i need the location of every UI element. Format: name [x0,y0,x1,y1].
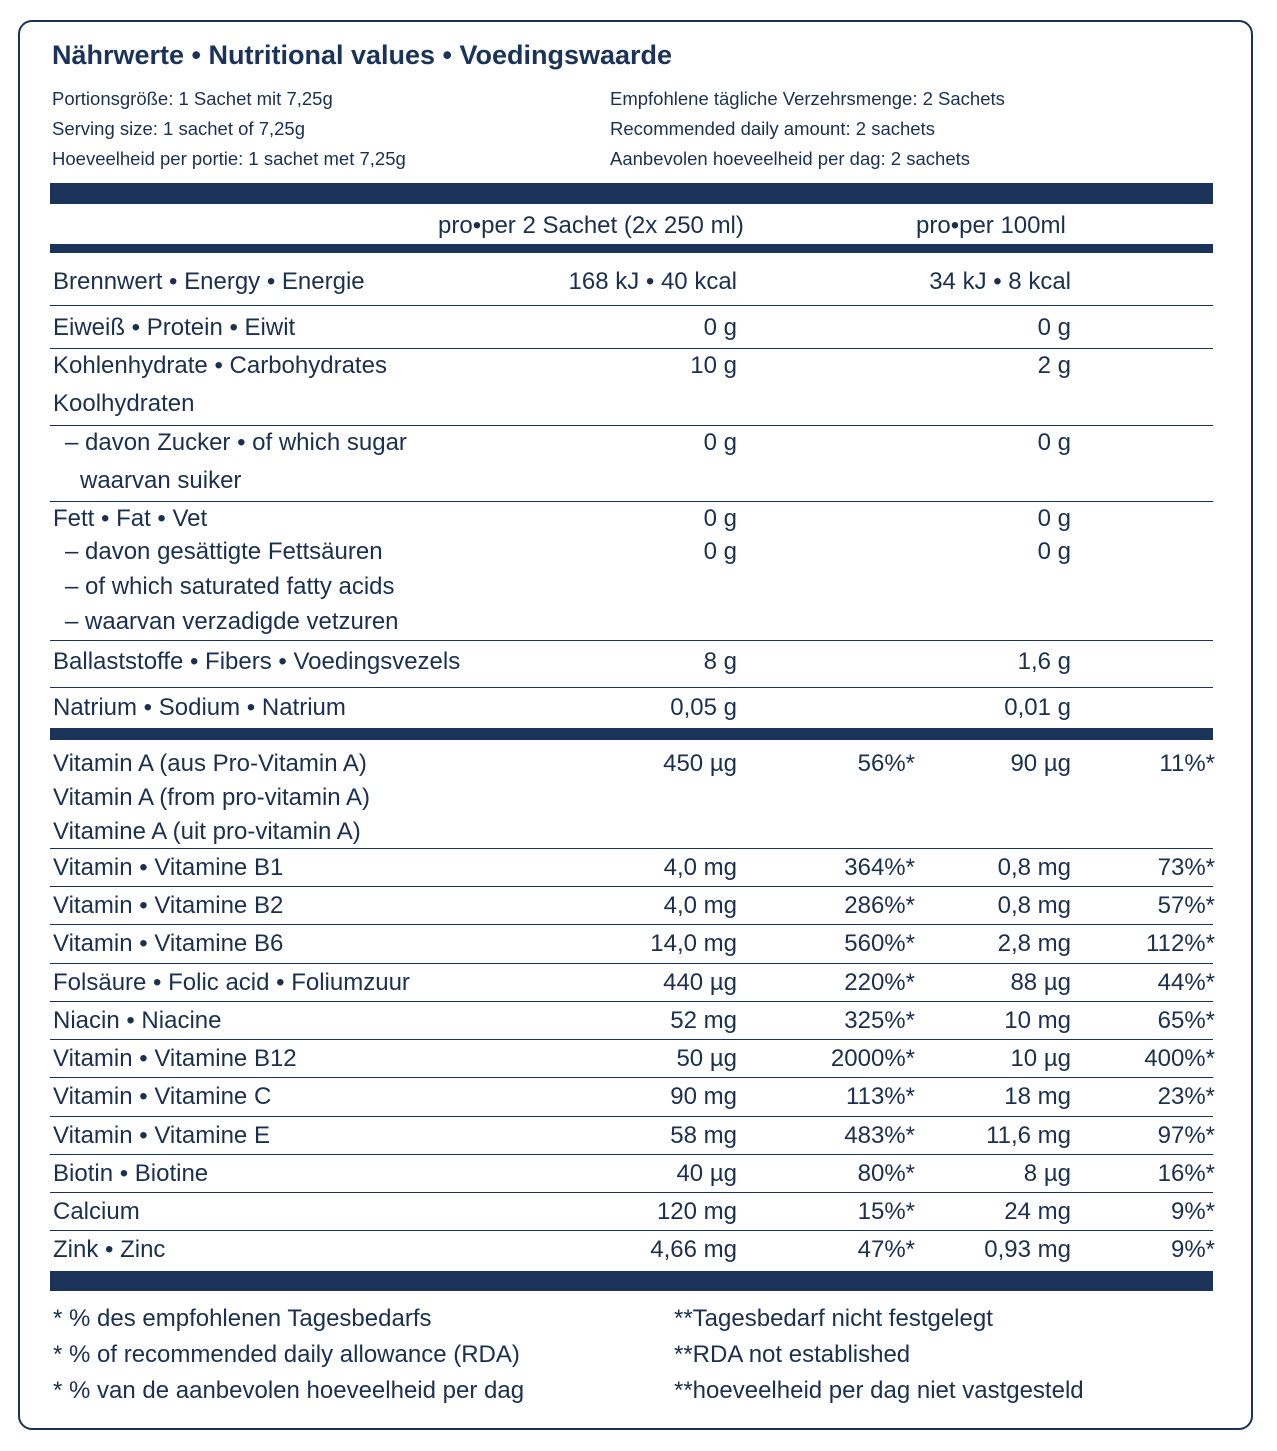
rda-per-2-sachet: 80%* [857,1160,915,1187]
rda-per-2-sachet: 113%* [846,1083,915,1110]
value-per-2-sachet: 0,05 g [670,694,737,721]
header-per-100ml: pro•per 100ml [916,212,1066,239]
value-per-2-sachet: 90 mg [670,1083,737,1110]
value-per-100ml: 10 µg [1010,1045,1071,1072]
footnote-left-en: * % of recommended daily allowance (RDA) [53,1341,520,1368]
row-divider [50,1116,1213,1117]
value-per-2-sachet: 58 mg [670,1122,737,1149]
panel-title: Nährwerte • Nutritional values • Voedingswaarde [52,40,673,70]
rda-per-2-sachet: 56%* [857,750,915,777]
rda-per-100ml: 9%* [1170,1198,1215,1225]
vitamin-label: Vitamin • Vitamine C [53,1083,272,1110]
nutrient-label: – davon gesättigte Fettsäuren [65,538,383,565]
value-per-100ml: 0 g [1037,314,1071,341]
vitamin-label: Vitamin • Vitamine B6 [53,930,284,957]
vitamin-label: Vitamine A (uit pro-vitamin A) [53,818,361,845]
nutrient-label: – of which saturated fatty acids [65,573,395,600]
vitamin-label: Vitamin A (from pro-vitamin A) [53,784,370,811]
value-per-100ml: 0,8 mg [997,892,1071,919]
daily-amount-nl: Aanbevolen hoeveelheid per dag: 2 sachets [610,148,970,169]
row-divider [50,848,1213,849]
footnote-right-nl: **hoeveelheid per dag niet vastgesteld [674,1377,1084,1404]
vitamin-label: Calcium [53,1198,140,1225]
rda-per-2-sachet: 220%* [844,969,915,996]
value-per-100ml: 90 µg [1010,750,1071,777]
nutrient-label: – waarvan verzadigde vetzuren [65,608,399,635]
rda-per-100ml: 112%* [1146,930,1215,957]
rda-per-2-sachet: 364%* [844,854,915,881]
value-per-2-sachet: 120 mg [656,1198,737,1225]
value-per-100ml: 0 g [1037,538,1071,565]
value-per-100ml: 11,6 mg [986,1122,1071,1149]
vitamin-label: Zink • Zinc [53,1236,166,1263]
rda-per-2-sachet: 15%* [857,1198,915,1225]
value-per-100ml: 8 µg [1023,1160,1071,1187]
rda-per-100ml: 57%* [1157,892,1215,919]
footnote-left-nl: * % van de aanbevolen hoeveelheid per dag [53,1377,525,1404]
value-per-2-sachet: 0 g [703,314,737,341]
vitamin-label: Vitamin • Vitamine B2 [53,892,284,919]
nutrient-label: Eiweiß • Protein • Eiwit [53,314,296,341]
nutrient-label: Koolhydraten [53,390,195,417]
value-per-2-sachet: 4,0 mg [663,854,737,881]
value-per-2-sachet: 4,66 mg [650,1236,737,1263]
vitamin-label: Biotin • Biotine [53,1160,209,1187]
nutrient-label: Natrium • Sodium • Natrium [53,694,346,721]
serving-size-en: Serving size: 1 sachet of 7,25g [52,118,305,139]
value-per-2-sachet: 10 g [690,352,737,379]
value-per-100ml: 10 mg [1004,1007,1071,1034]
rda-per-100ml: 11%* [1159,750,1215,777]
vitamin-label: Niacin • Niacine [53,1007,222,1034]
value-per-100ml: 2 g [1037,352,1071,379]
nutrient-label: Fett • Fat • Vet [53,505,208,532]
value-per-100ml: 2,8 mg [997,930,1071,957]
value-per-2-sachet: 450 µg [663,750,737,777]
rda-per-100ml: 9%* [1170,1236,1215,1263]
rda-per-100ml: 16%* [1157,1160,1215,1187]
vitamin-label: Vitamin • Vitamine B12 [53,1045,297,1072]
value-per-100ml: 88 µg [1010,969,1071,996]
value-per-100ml: 24 mg [1004,1198,1071,1225]
row-divider [50,1001,1213,1002]
rda-per-2-sachet: 47%* [857,1236,915,1263]
value-per-2-sachet: 50 µg [676,1045,737,1072]
vitamin-label: Folsäure • Folic acid • Foliumzuur [53,969,410,996]
value-per-2-sachet: 4,0 mg [663,892,737,919]
value-per-100ml: 0 g [1037,429,1071,456]
header-rule [50,244,1213,253]
vitamin-label: Vitamin • Vitamine B1 [53,854,284,881]
value-per-100ml: 0,01 g [1004,694,1071,721]
daily-amount-en: Recommended daily amount: 2 sachets [610,118,935,139]
vitamin-section-rule [50,728,1213,740]
value-per-100ml: 34 kJ • 8 kcal [929,268,1071,295]
nutrient-label: – davon Zucker • of which sugar [65,429,407,456]
value-per-2-sachet: 14,0 mg [650,930,737,957]
rda-per-100ml: 97%* [1157,1122,1215,1149]
row-divider [50,886,1213,887]
rda-per-100ml: 44%* [1157,969,1215,996]
value-per-2-sachet: 8 g [703,648,737,675]
rda-per-100ml: 73%* [1157,854,1215,881]
nutrient-label: Brennwert • Energy • Energie [53,268,365,295]
nutrient-label: Ballaststoffe • Fibers • Voedingsvezels [53,648,461,675]
value-per-2-sachet: 168 kJ • 40 kcal [568,268,737,295]
row-divider [50,1039,1213,1040]
row-divider [50,687,1213,688]
value-per-2-sachet: 0 g [703,505,737,532]
rda-per-2-sachet: 483%* [844,1122,915,1149]
value-per-100ml: 1,6 g [1017,648,1071,675]
value-per-2-sachet: 0 g [703,538,737,565]
footnote-right-de: **Tagesbedarf nicht festgelegt [674,1305,993,1332]
value-per-100ml: 18 mg [1004,1083,1071,1110]
row-divider [50,1192,1213,1193]
value-per-100ml: 0,8 mg [997,854,1071,881]
row-divider [50,1154,1213,1155]
nutrient-label: Kohlenhydrate • Carbohydrates [53,352,387,379]
vitamin-label: Vitamin • Vitamine E [53,1122,270,1149]
bottom-thick-rule [50,1271,1213,1291]
rda-per-2-sachet: 2000%* [830,1045,915,1072]
rda-per-2-sachet: 286%* [844,892,915,919]
value-per-2-sachet: 440 µg [663,969,737,996]
rda-per-2-sachet: 560%* [844,930,915,957]
rda-per-100ml: 65%* [1157,1007,1215,1034]
row-divider [50,501,1213,502]
row-divider [50,425,1213,426]
row-divider [50,963,1213,964]
vitamin-label: Vitamin A (aus Pro-Vitamin A) [53,750,367,777]
value-per-2-sachet: 52 mg [670,1007,737,1034]
row-divider [50,1077,1213,1078]
row-divider [50,305,1213,306]
header-per-2-sachet: pro•per 2 Sachet (2x 250 ml) [438,212,744,239]
row-divider [50,1230,1213,1231]
top-thick-rule [50,183,1213,204]
value-per-100ml: 0,93 mg [984,1236,1071,1263]
serving-size-de: Portionsgröße: 1 Sachet mit 7,25g [52,88,333,109]
row-divider [50,924,1213,925]
value-per-2-sachet: 40 µg [676,1160,737,1187]
footnote-left-de: * % des empfohlenen Tagesbedarfs [53,1305,432,1332]
rda-per-2-sachet: 325%* [844,1007,915,1034]
value-per-2-sachet: 0 g [703,429,737,456]
value-per-100ml: 0 g [1037,505,1071,532]
rda-per-100ml: 23%* [1157,1083,1215,1110]
rda-per-100ml: 400%* [1144,1045,1215,1072]
row-divider [50,640,1213,641]
serving-size-nl: Hoeveelheid per portie: 1 sachet met 7,25g [52,148,406,169]
nutrient-label: waarvan suiker [80,467,242,494]
footnote-right-en: **RDA not established [674,1341,911,1368]
daily-amount-de: Empfohlene tägliche Verzehrsmenge: 2 Sachets [610,88,1005,109]
row-divider [50,348,1213,349]
